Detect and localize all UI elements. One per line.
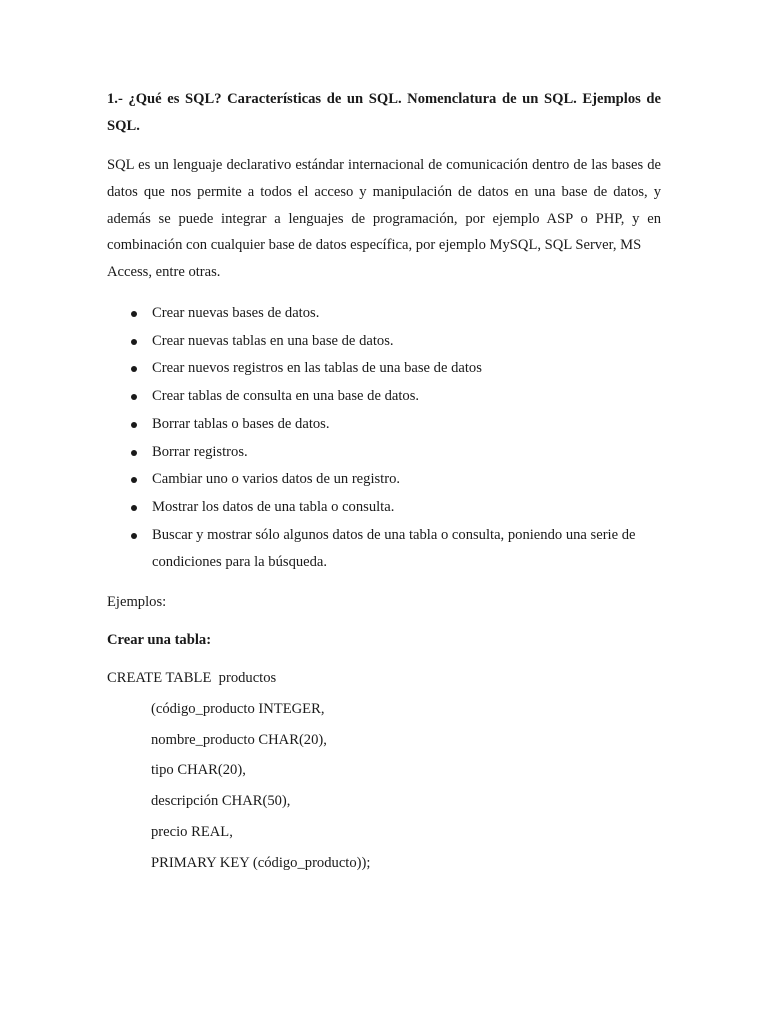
bullet-icon — [131, 533, 137, 539]
code-line: tipo CHAR(20), — [151, 762, 246, 779]
bullet-icon — [131, 394, 137, 400]
list-item-text: Crear tablas de consulta en una base de datos. — [152, 388, 420, 405]
list-item-text: Borrar registros. — [152, 443, 248, 460]
list-item — [107, 439, 661, 467]
list-item-text: Crear nuevas tablas en una base de datos. — [152, 332, 394, 349]
list-item — [107, 300, 661, 328]
code-block — [107, 663, 661, 879]
list-item — [107, 328, 661, 356]
intro-paragraph — [107, 152, 661, 286]
bullet-icon — [131, 311, 137, 317]
list-item-text: Crear nuevas bases de datos. — [152, 304, 320, 321]
bullet-icon — [131, 477, 137, 483]
section-heading: 1.- ¿Qué es SQL? Características de un SQL. Nomenclatura de un SQL. Ejemplos de SQL. — [107, 91, 661, 134]
examples-label: Ejemplos: — [107, 594, 167, 611]
list-item-text: Mostrar los datos de una tabla o consulta. — [152, 498, 395, 515]
bullet-icon — [131, 505, 137, 511]
code-line: nombre_producto CHAR(20), — [151, 731, 327, 748]
code-line: PRIMARY KEY (código_producto)); — [151, 854, 371, 871]
bullet-icon — [131, 422, 137, 428]
code-line: descripción CHAR(50), — [151, 793, 291, 810]
code-line: precio REAL, — [151, 824, 233, 840]
list-item-text: Buscar y mostrar sólo algunos datos de una tabla o consulta, poniendo una serie de condiciones para la búsqueda. — [152, 526, 636, 571]
bullet-icon — [131, 339, 137, 345]
create-table-heading: Crear una tabla: — [107, 632, 212, 649]
list-item — [107, 494, 661, 522]
intro-last-line: Access, entre otras. — [107, 264, 221, 281]
list-item — [107, 383, 661, 411]
list-item — [107, 411, 661, 439]
bullet-icon — [131, 450, 137, 456]
list-item-text: Borrar tablas o bases de datos. — [152, 415, 330, 432]
list-item — [107, 522, 661, 577]
list-item — [107, 466, 661, 494]
intro-body: SQL es un lenguaje declarativo estándar internacional de comunicación dentro de las bases de datos que nos permite a todos el acceso y manipulación de datos en una base de datos, y además se puede integrar a lenguajes de programación, por ejemplo ASP o PHP, y en combinación con cualquier base de datos específica, por ejemplo MySQL, SQL Server, MS — [107, 157, 661, 254]
list-item — [107, 355, 661, 383]
code-line: CREATE TABLE productos — [107, 670, 277, 687]
code-line: (código_producto INTEGER, — [151, 700, 325, 717]
bullet-icon — [131, 366, 137, 372]
list-item-text: Cambiar uno o varios datos de un registro. — [152, 471, 401, 488]
document-page — [107, 86, 661, 879]
list-item-text: Crear nuevos registros en las tablas de una base de datos — [152, 360, 482, 377]
features-list — [107, 300, 661, 577]
